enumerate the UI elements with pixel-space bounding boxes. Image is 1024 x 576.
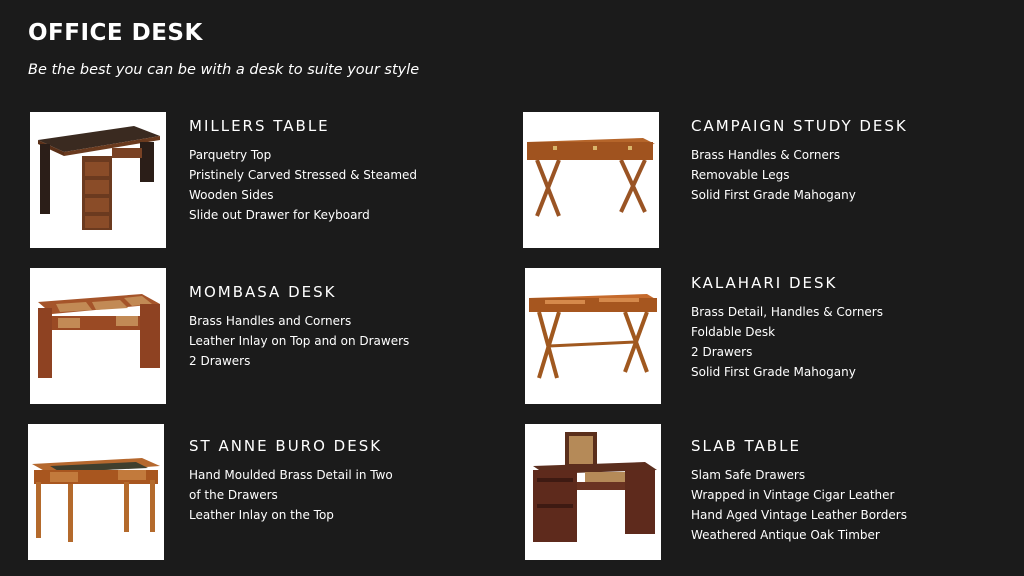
feature-item: Slide out Drawer for Keyboard xyxy=(189,208,370,222)
campaign-desk-name: CAMPAIGN STUDY DESK xyxy=(691,117,908,135)
buro-desk-name: ST ANNE BURO DESK xyxy=(189,437,383,455)
kalahari-desk-name: KALAHARI DESK xyxy=(691,274,838,292)
feature-item: Brass Detail, Handles & Corners xyxy=(691,305,883,319)
millers-table-features xyxy=(189,145,417,225)
campaign-desk-features xyxy=(691,145,856,205)
kalahari-desk-features xyxy=(691,302,883,382)
feature-item: Hand Moulded Brass Detail in Two xyxy=(189,468,393,482)
buro-desk-features xyxy=(189,465,393,525)
slab-table-name: SLAB TABLE xyxy=(691,437,801,455)
feature-item: Parquetry Top xyxy=(189,148,272,162)
feature-item: Brass Handles and Corners xyxy=(189,314,352,328)
feature-item: Foldable Desk xyxy=(691,325,776,339)
feature-item: Leather Inlay on Top and on Drawers xyxy=(189,334,410,348)
feature-item: Slam Safe Drawers xyxy=(691,468,806,482)
millers-table-name: MILLERS TABLE xyxy=(189,117,330,135)
feature-item: of the Drawers xyxy=(189,488,278,502)
mombasa-desk-features xyxy=(189,311,409,371)
feature-item: Weathered Antique Oak Timber xyxy=(691,528,880,542)
page-subtitle: Be the best you can be with a desk to suite your style xyxy=(28,62,420,78)
feature-item: Hand Aged Vintage Leather Borders xyxy=(691,508,907,522)
feature-item: Solid First Grade Mahogany xyxy=(691,365,856,379)
feature-item: Pristinely Carved Stressed & Steamed xyxy=(189,168,418,182)
feature-item: Wrapped in Vintage Cigar Leather xyxy=(691,488,895,502)
kalahari-desk-image xyxy=(525,268,661,404)
feature-item: Leather Inlay on the Top xyxy=(189,508,334,522)
slab-table-features xyxy=(691,465,907,545)
campaign-desk-image xyxy=(523,112,659,248)
mombasa-desk-name: MOMBASA DESK xyxy=(189,283,337,301)
feature-item: Wooden Sides xyxy=(189,188,274,202)
slab-table-image xyxy=(525,424,661,560)
feature-item: 2 Drawers xyxy=(691,345,753,359)
buro-desk-image xyxy=(28,424,164,560)
feature-item: Brass Handles & Corners xyxy=(691,148,841,162)
feature-item: Removable Legs xyxy=(691,168,790,182)
millers-table-image xyxy=(30,112,166,248)
page-title: OFFICE DESK xyxy=(28,20,203,46)
feature-item: Solid First Grade Mahogany xyxy=(691,188,856,202)
mombasa-desk-image xyxy=(30,268,166,404)
feature-item: 2 Drawers xyxy=(189,354,251,368)
